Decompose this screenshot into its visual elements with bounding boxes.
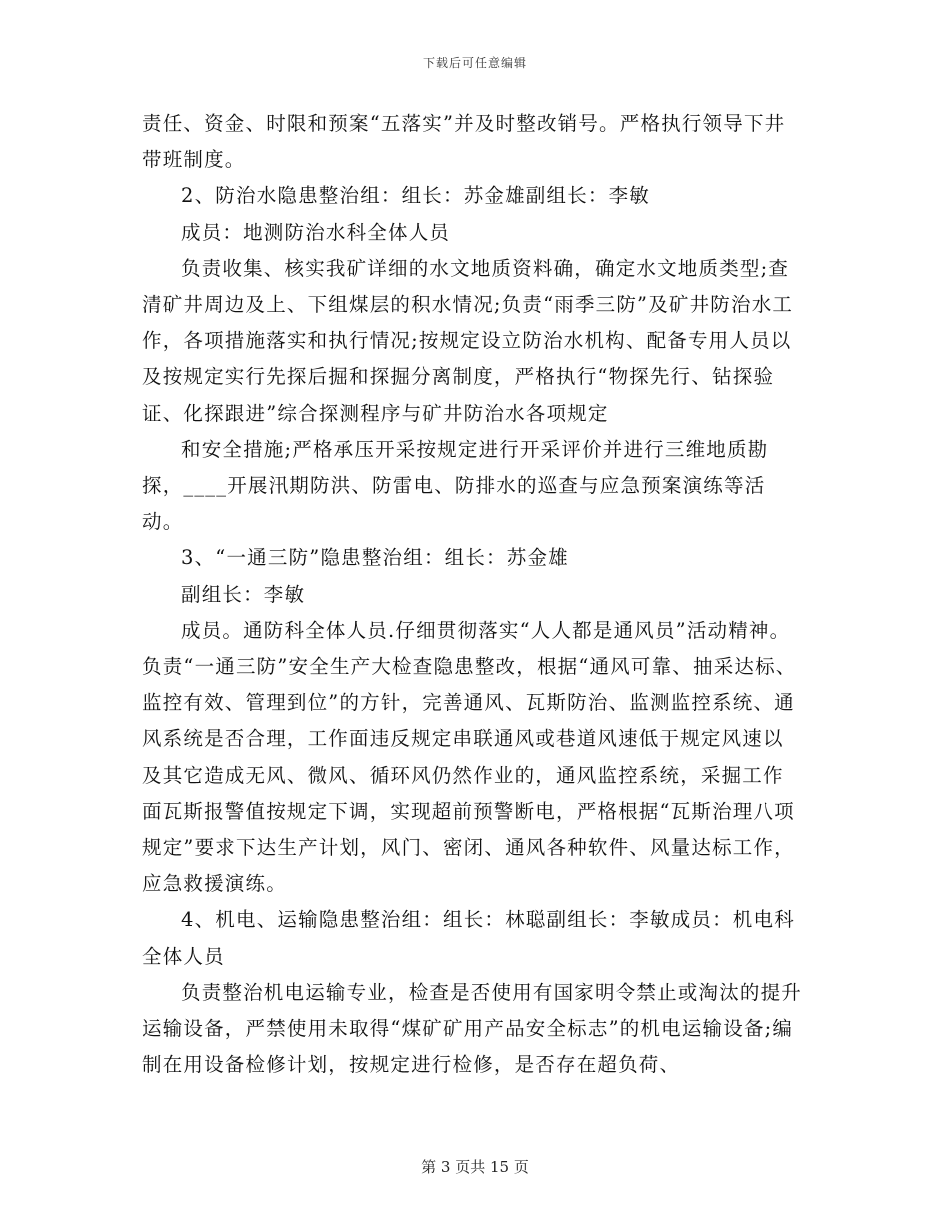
paragraph-6: 3、“一通三防”隐患整治组：组长：苏金雄 (181, 546, 569, 570)
paragraph-8: 成员。通防科全体人员.仔细贯彻落实“人人都是通风员”活动精神。负责“一通三防”安全生产大检查隐患整改，根据“通风可靠、抽采达标、监控有效、管理到位”的方针，完善通风、瓦斯防治、监测监控系统、通风系统是否合理，工作面违反规定串联通风或巷道风速低于规定风速以及其它造成无风、微风、循环风仍然作业的，通风监控系统，采掘工作面瓦斯报警值按规定下调，实现超前预警断电，严格根据“瓦斯治理八项规定”要求下达生产计划，风门、密闭、通风各种软件、风量达标工作，应急救援演练。 (142, 618, 797, 896)
paragraph-9: 4、机电、运输隐患整治组：组长：林聪副组长：李敏成员：机电科全体人员 (142, 908, 795, 968)
paragraph-4: 负责收集、核实我矿详细的水文地质资料确，确定水文地质类型;查清矿井周边及上、下组煤层的积水情况;负责“雨季三防”及矿井防治水工作，各项措施落实和执行情况;按规定设立防治水机构、配备专用人员以及按规定实行先探后掘和探掘分离制度，严格执行“物探先行、钻探验证、化探跟进”综合探测程序与矿井防治水各项规定 (142, 256, 794, 425)
paragraph-2: 2、防治水隐患整治组：组长：苏金雄副组长：李敏 (181, 184, 651, 208)
paragraph-5: 和安全措施;严格承压开采按规定进行开采评价并进行三维地质勘探，____开展汛期防洪、防雷电、防排水的巡查与应急预案演练等活动。 (142, 437, 769, 534)
paragraph-3: 成员：地测防治水科全体人员 (181, 220, 451, 244)
paragraph-1: 责任、资金、时限和预案“五落实”并及时整改销号。严格执行领导下井带班制度。 (142, 112, 786, 172)
page-number: 第 3 页共 15 页 (421, 1158, 529, 1176)
document-body (142, 106, 802, 1083)
paragraph-7: 副组长：李敏 (181, 582, 306, 606)
page-header-note: 下载后可任意编辑 (422, 56, 527, 70)
paragraph-10: 负责整治机电运输专业，检查是否使用有国家明令禁止或淘汰的提升运输设备，严禁使用未取得“煤矿矿用产品安全标志”的机电运输设备;编制在用设备检修计划，按规定进行检修，是否存在超负荷、 (142, 980, 803, 1077)
